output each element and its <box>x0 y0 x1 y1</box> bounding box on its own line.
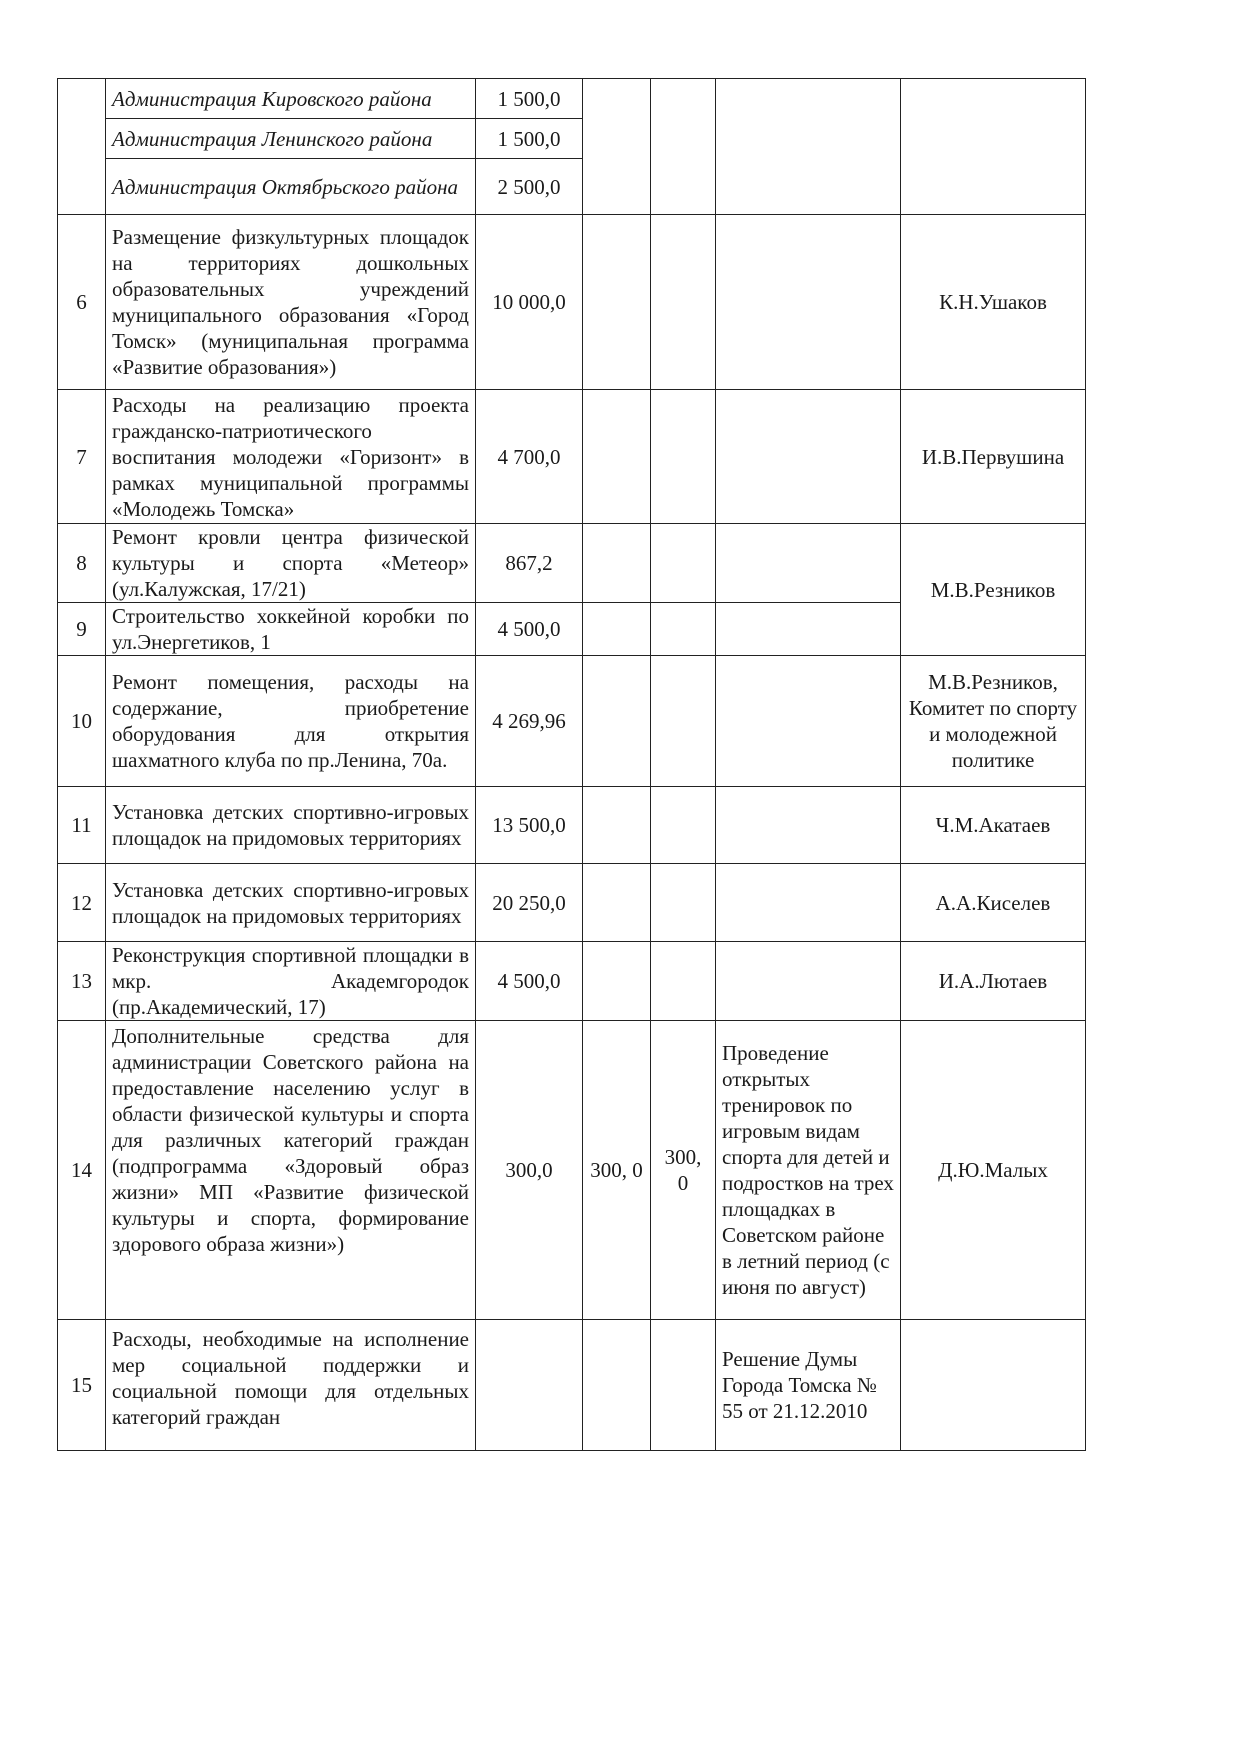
budget-table <box>57 78 1086 1451</box>
row-amount: 1 500,0 <box>476 119 583 159</box>
row-note <box>716 390 901 524</box>
row-amount: 4 269,96 <box>476 656 583 787</box>
row-note <box>716 215 901 390</box>
row-description: Установка детских спортивно-игровых площадок на придомовых территориях <box>106 787 476 864</box>
row-responsible: Д.Ю.Малых <box>901 1021 1086 1320</box>
row-col5 <box>651 787 716 864</box>
row-amount: 2 500,0 <box>476 159 583 215</box>
row-number: 14 <box>58 1021 106 1320</box>
row-note <box>716 524 901 603</box>
row-responsible: М.В.Резников, Комитет по спорту и молодежной политике <box>901 656 1086 787</box>
row-col4 <box>583 787 651 864</box>
row-note <box>716 787 901 864</box>
row-description: Расходы на реализацию проекта гражданско-патриотического воспитания молодежи «Горизонт» в рамках муниципальной программы «Молодежь Томска» <box>106 390 476 524</box>
row-note <box>716 864 901 942</box>
row-description: Установка детских спортивно-игровых площадок на придомовых территориях <box>106 864 476 942</box>
row-responsible: К.Н.Ушаков <box>901 215 1086 390</box>
row-responsible: Ч.М.Акатаев <box>901 787 1086 864</box>
row-number: 10 <box>58 656 106 787</box>
row-note <box>716 942 901 1021</box>
row-amount: 20 250,0 <box>476 864 583 942</box>
row-number <box>58 79 106 215</box>
row-col5 <box>651 864 716 942</box>
row-number: 8 <box>58 524 106 603</box>
row-description: Ремонт помещения, расходы на содержание, приобретение оборудования для открытия шахматного клуба по пр.Ленина, 70а. <box>106 656 476 787</box>
row-amount: 13 500,0 <box>476 787 583 864</box>
row-amount: 867,2 <box>476 524 583 603</box>
row-responsible <box>901 1320 1086 1451</box>
table-row <box>58 1021 1086 1320</box>
row-col4 <box>583 864 651 942</box>
row-number: 15 <box>58 1320 106 1451</box>
table-row <box>58 1320 1086 1451</box>
row-description: Размещение физкультурных площадок на территориях дошкольных образовательных учреждений муниципального образования «Город Томск» (муниципальная программа «Развитие образования») <box>106 215 476 390</box>
row-note: Решение Думы Города Томска № 55 от 21.12.2010 <box>716 1320 901 1451</box>
row-amount: 300,0 <box>476 1021 583 1320</box>
row-description: Реконструкция спортивной площадки в мкр. Академгородок (пр.Академический, 17) <box>106 942 476 1021</box>
row-col5 <box>651 942 716 1021</box>
row-col5 <box>651 603 716 656</box>
table-row <box>58 787 1086 864</box>
table-row <box>58 656 1086 787</box>
row-responsible: М.В.Резников <box>901 524 1086 656</box>
row-description: Администрация Кировского района <box>106 79 476 119</box>
row-description: Расходы, необходимые на исполнение мер социальной поддержки и социальной помощи для отдельных категорий граждан <box>106 1320 476 1451</box>
row-number: 7 <box>58 390 106 524</box>
table-row <box>58 864 1086 942</box>
row-amount <box>476 1320 583 1451</box>
row-number: 13 <box>58 942 106 1021</box>
row-col5 <box>651 79 716 215</box>
row-col4 <box>583 656 651 787</box>
row-amount: 10 000,0 <box>476 215 583 390</box>
row-col5 <box>651 1320 716 1451</box>
row-amount: 4 500,0 <box>476 603 583 656</box>
row-amount: 4 700,0 <box>476 390 583 524</box>
row-amount: 1 500,0 <box>476 79 583 119</box>
row-description: Ремонт кровли центра физической культуры и спорта «Метеор» (ул.Калужская, 17/21) <box>106 524 476 603</box>
row-col5 <box>651 215 716 390</box>
table-row <box>58 390 1086 524</box>
row-note <box>716 603 901 656</box>
row-col4 <box>583 524 651 603</box>
row-description: Дополнительные средства для администрации Советского района на предоставление населению услуг в области физической культуры и спорта для различных категорий граждан (подпрограмма «Здоровый образ жизни» МП «Развитие физической культуры и спорта, формирование здорового образа жизни») <box>106 1021 476 1320</box>
row-note: Проведение открытых тренировок по игровым видам спорта для детей и подростков на трех площадках в Советском районе в летний период (с июня по август) <box>716 1021 901 1320</box>
row-col5: 300, 0 <box>651 1021 716 1320</box>
row-description: Администрация Ленинского района <box>106 119 476 159</box>
row-col4 <box>583 942 651 1021</box>
row-col4 <box>583 390 651 524</box>
row-col4 <box>583 603 651 656</box>
table-row <box>58 79 1086 119</box>
table-row <box>58 524 1086 603</box>
row-responsible: А.А.Киселев <box>901 864 1086 942</box>
row-col4 <box>583 1320 651 1451</box>
row-col5 <box>651 524 716 603</box>
row-description: Строительство хоккейной коробки по ул.Энергетиков, 1 <box>106 603 476 656</box>
row-col4: 300, 0 <box>583 1021 651 1320</box>
row-amount: 4 500,0 <box>476 942 583 1021</box>
row-col4 <box>583 79 651 215</box>
row-number: 9 <box>58 603 106 656</box>
table-row <box>58 942 1086 1021</box>
row-number: 12 <box>58 864 106 942</box>
row-number: 11 <box>58 787 106 864</box>
row-col5 <box>651 656 716 787</box>
row-col5 <box>651 390 716 524</box>
row-responsible <box>901 79 1086 215</box>
row-responsible: И.В.Первушина <box>901 390 1086 524</box>
row-note <box>716 656 901 787</box>
row-col4 <box>583 215 651 390</box>
row-responsible: И.А.Лютаев <box>901 942 1086 1021</box>
row-number: 6 <box>58 215 106 390</box>
row-description: Администрация Октябрьского района <box>106 159 476 215</box>
row-note <box>716 79 901 215</box>
table-row <box>58 215 1086 390</box>
